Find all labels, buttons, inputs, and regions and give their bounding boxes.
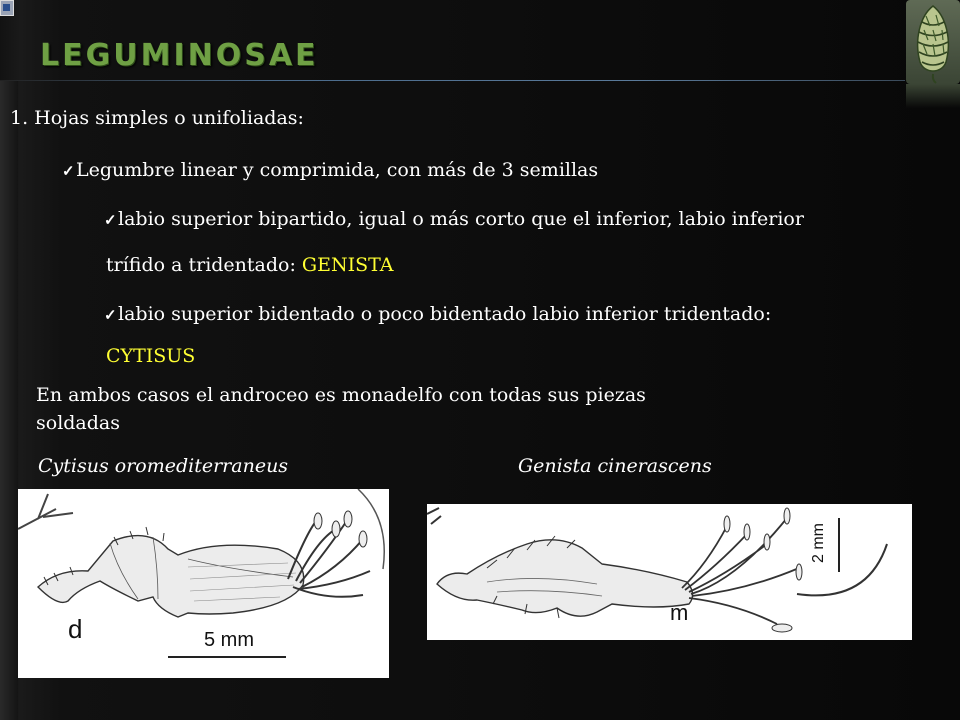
genista-scale-label: 2 mm — [810, 523, 827, 563]
sub-bullet-genista-line2: trífido a tridentado: — [106, 254, 302, 276]
cytisus-illustration — [18, 489, 389, 678]
checkmark-icon: ✓ — [104, 306, 117, 324]
cytisus-highlight: CYTISUS — [106, 345, 196, 367]
sub-bullet-genista-line1: labio superior bipartido, igual o más corto que el inferior, labio inferior — [118, 208, 804, 230]
caption-cytisus: Cytisus oromediterraneus — [38, 455, 289, 477]
bullet-legumbre — [62, 158, 598, 183]
sub-bullet-cytisus — [104, 302, 771, 327]
sub-bullet-cytisus-line1: labio superior bidentado o poco bidentado labio inferior tridentado: — [118, 303, 772, 325]
list-item-1: 1. Hojas simples o unifoliadas: — [10, 107, 304, 129]
genista-illustration — [427, 504, 912, 640]
bullet-legumbre-text: Legumbre linear y comprimida, con más de 3 semillas — [76, 159, 599, 181]
cytisus-figure-letter: d — [68, 614, 83, 644]
pine-cone-icon — [906, 0, 960, 84]
cone-reflection — [906, 84, 960, 108]
cytisus-scale-label: 5 mm — [204, 629, 254, 651]
genista-figure-letter: m — [670, 600, 689, 625]
note-line-2: soldadas — [36, 412, 120, 434]
slide-title: LEGUMINOSAE — [40, 38, 319, 73]
genista-highlight: GENISTA — [301, 254, 394, 276]
checkmark-icon: ✓ — [104, 211, 117, 229]
caption-genista: Genista cinerascens — [518, 455, 712, 477]
note-line-1: En ambos casos el androceo es monadelfo con todas sus piezas — [36, 384, 646, 406]
left-decorative-strip — [0, 80, 18, 720]
slide-icon[interactable] — [0, 0, 14, 16]
checkmark-icon: ✓ — [62, 162, 75, 180]
cytisus-highlight-row — [106, 344, 195, 368]
title-divider — [0, 80, 905, 81]
sub-bullet-genista-continuation — [106, 253, 393, 277]
sub-bullet-genista — [104, 207, 804, 232]
